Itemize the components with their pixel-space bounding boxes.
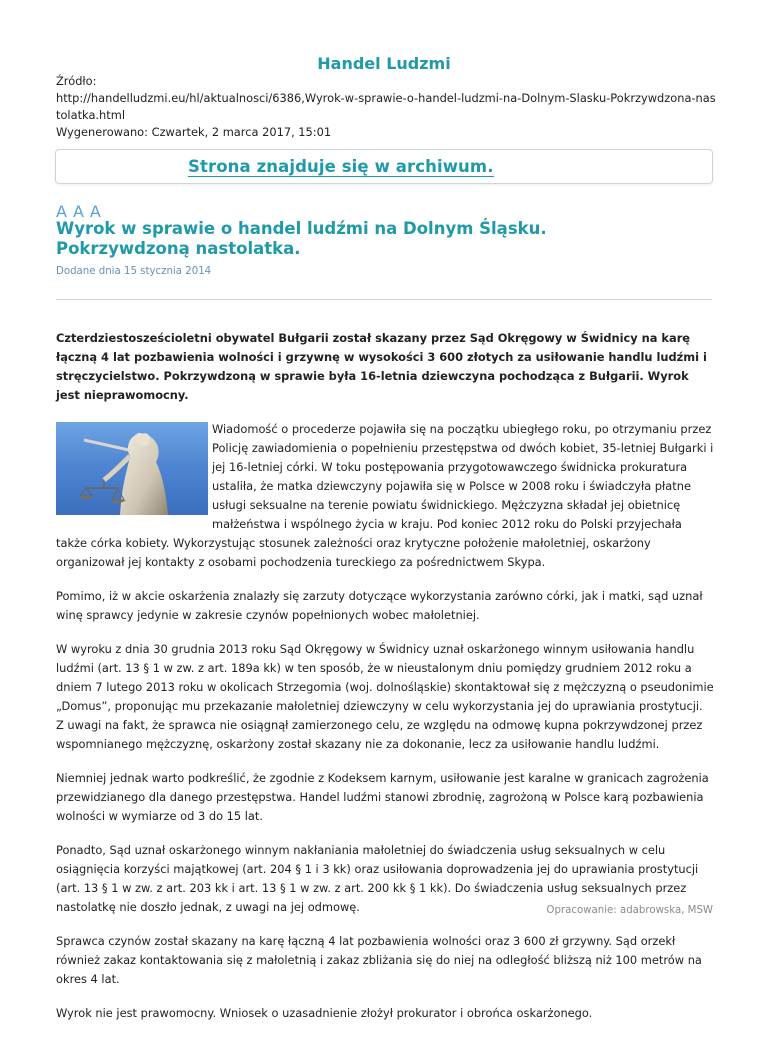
article-paragraph: W wyroku z dnia 30 grudnia 2013 roku Sąd Okręgowy w Świdnicy uznał oskarżonego winnym usiłowania handlu ludźmi (art. 13 § 1 w zw. z art. 189a kk) w ten sposób, że w nieustalonym dniu pomiędzy grudniem 2012 roku a dniem 7 lutego 2013 roku w okolicach Strzegomia (woj. dolnośląskie) skontaktował się z mężczyzną o pseudonimie „Domus”, proponując mu przekazanie małoletniej dziewczyny w celu wykorzystania jej do uprawiania prostytucji. Z uwagi na fakt, że sprawca nie osiągnął zamierzonego celu, ze względu na odmowę kupna pokrzywdzonej przez wspomnianego mężczyznę, oskarżony został skazany nie za dokonanie, lecz za usiłowanie handlu ludźmi. (56, 642, 714, 751)
article-paragraph: Wyrok nie jest prawomocny. Wniosek o uzasadnienie złożył prokurator i obrońca oskarżonego. (56, 1006, 593, 1020)
article-date: Dodane dnia 15 stycznia 2014 (56, 266, 212, 277)
article-paragraph: Wiadomość o procederze pojawiła się na początku ubiegłego roku, po otrzymaniu przez Policję zawiadomienia o popełnieniu przestępstwa od dwóch kobiet, 35-letniej Bułgarki i jej 16-letniej córki. W toku postępowania przygotowawczego świdnicka prokuratura ustaliła, że matka dziewczyny pojawiła się w Polsce w 2008 roku i świadczyła płatne usługi seksualne na terenie powiatu świdnickiego. Mężczyzna składał jej obietnicę małżeństwa i wspólnego życia w kraju. Pod koniec 2012 roku do Polski przyjechała także córka kobiety. Wykorzystując stosunek zależności oraz krytyczne położenie małoletniej, oskarżony organizował jej kontakty z osobami pochodzenia tureckiego za pośrednictwem Skypa. (56, 422, 714, 569)
article-body (56, 329, 714, 1038)
article-lead: Czterdziestosześcioletni obywatel Bułgarii został skazany przez Sąd Okręgowy w Świdnicy na karę łączną 4 lat pozbawienia wolności i grzywnę w wysokości 3 600 złotych za usiłowanie handlu ludźmi i stręczycielstwo. Pokrzywdzoną w sprawie była 16-letnia dziewczyna pochodząca z Bułgarii. Wyrok jest nieprawomocny. (56, 331, 707, 402)
article-paragraph: Pomimo, iż w akcie oskarżenia znalazły się zarzuty dotyczące wykorzystania zarówno córki, jak i matki, sąd uznał winę sprawcy jedynie w zakresie czynów popełnionych wobec małoletniej. (56, 589, 703, 622)
article-author: Opracowanie: adabrowska, MSW (546, 905, 713, 916)
font-size-large-button[interactable]: A (89, 202, 103, 221)
generated-timestamp: Wygenerowano: Czwartek, 2 marca 2017, 15:01 (56, 125, 332, 139)
font-size-small-button[interactable]: A (56, 202, 69, 221)
article-paragraph: Ponadto, Sąd uznał oskarżonego winnym nakłaniania małoletniej do świadczenia usług seksualnych w celu osiągnięcia korzyści majątkowej (art. 204 § 1 i 3 kk) oraz usiłowania doprowadzenia jej do uprawiania prostytucji (art. 13 § 1 w zw. z art. 203 kk i art. 13 § 1 w zw. z art. 200 kk § 1 kk). Do świadczenia usług seksualnych przez nastolatkę nie doszło jednak, z uwagi na jej odmowę. (56, 843, 699, 914)
divider (56, 299, 712, 300)
article-paragraph: Sprawca czynów został skazany na karę łączną 4 lat pozbawienia wolności oraz 3 600 zł grzywny. Sąd orzekł również zakaz kontaktowania się z małoletnią i zakaz zbliżania się do niej na odległość bliższą niż 100 metrów na okres 4 lat. (56, 934, 702, 986)
site-title: Handel Ludzmi (317, 54, 451, 73)
archive-notice (55, 149, 713, 184)
article-paragraph: Niemniej jednak warto podkreślić, że zgodnie z Kodeksem karnym, usiłowanie jest karalne w granicach zagrożenia przewidzianego dla danego przestępstwa. Handel ludźmi stanowi zbrodnię, zagrożoną w Polsce karą pozbawienia wolności w wymiarze od 3 do 15 lat. (56, 771, 709, 823)
source-url[interactable]: http://handelludzmi.eu/hl/aktualnosci/6386,Wyrok-w-sprawie-o-handel-ludzmi-na-Dolnym-Slasku-Pokrzywdzona-nastolatka.html (56, 91, 716, 122)
font-size-medium-button[interactable]: A (72, 202, 86, 221)
justice-statue-image (56, 422, 208, 515)
document-meta (56, 73, 716, 141)
archive-notice-text: Strona znajduje się w archiwum. (188, 157, 494, 176)
source-label: Źródło: (56, 74, 97, 88)
article-title: Wyrok w sprawie o handel ludźmi na Dolnym Śląsku. Pokrzywdzoną nastolatka. (56, 219, 547, 258)
